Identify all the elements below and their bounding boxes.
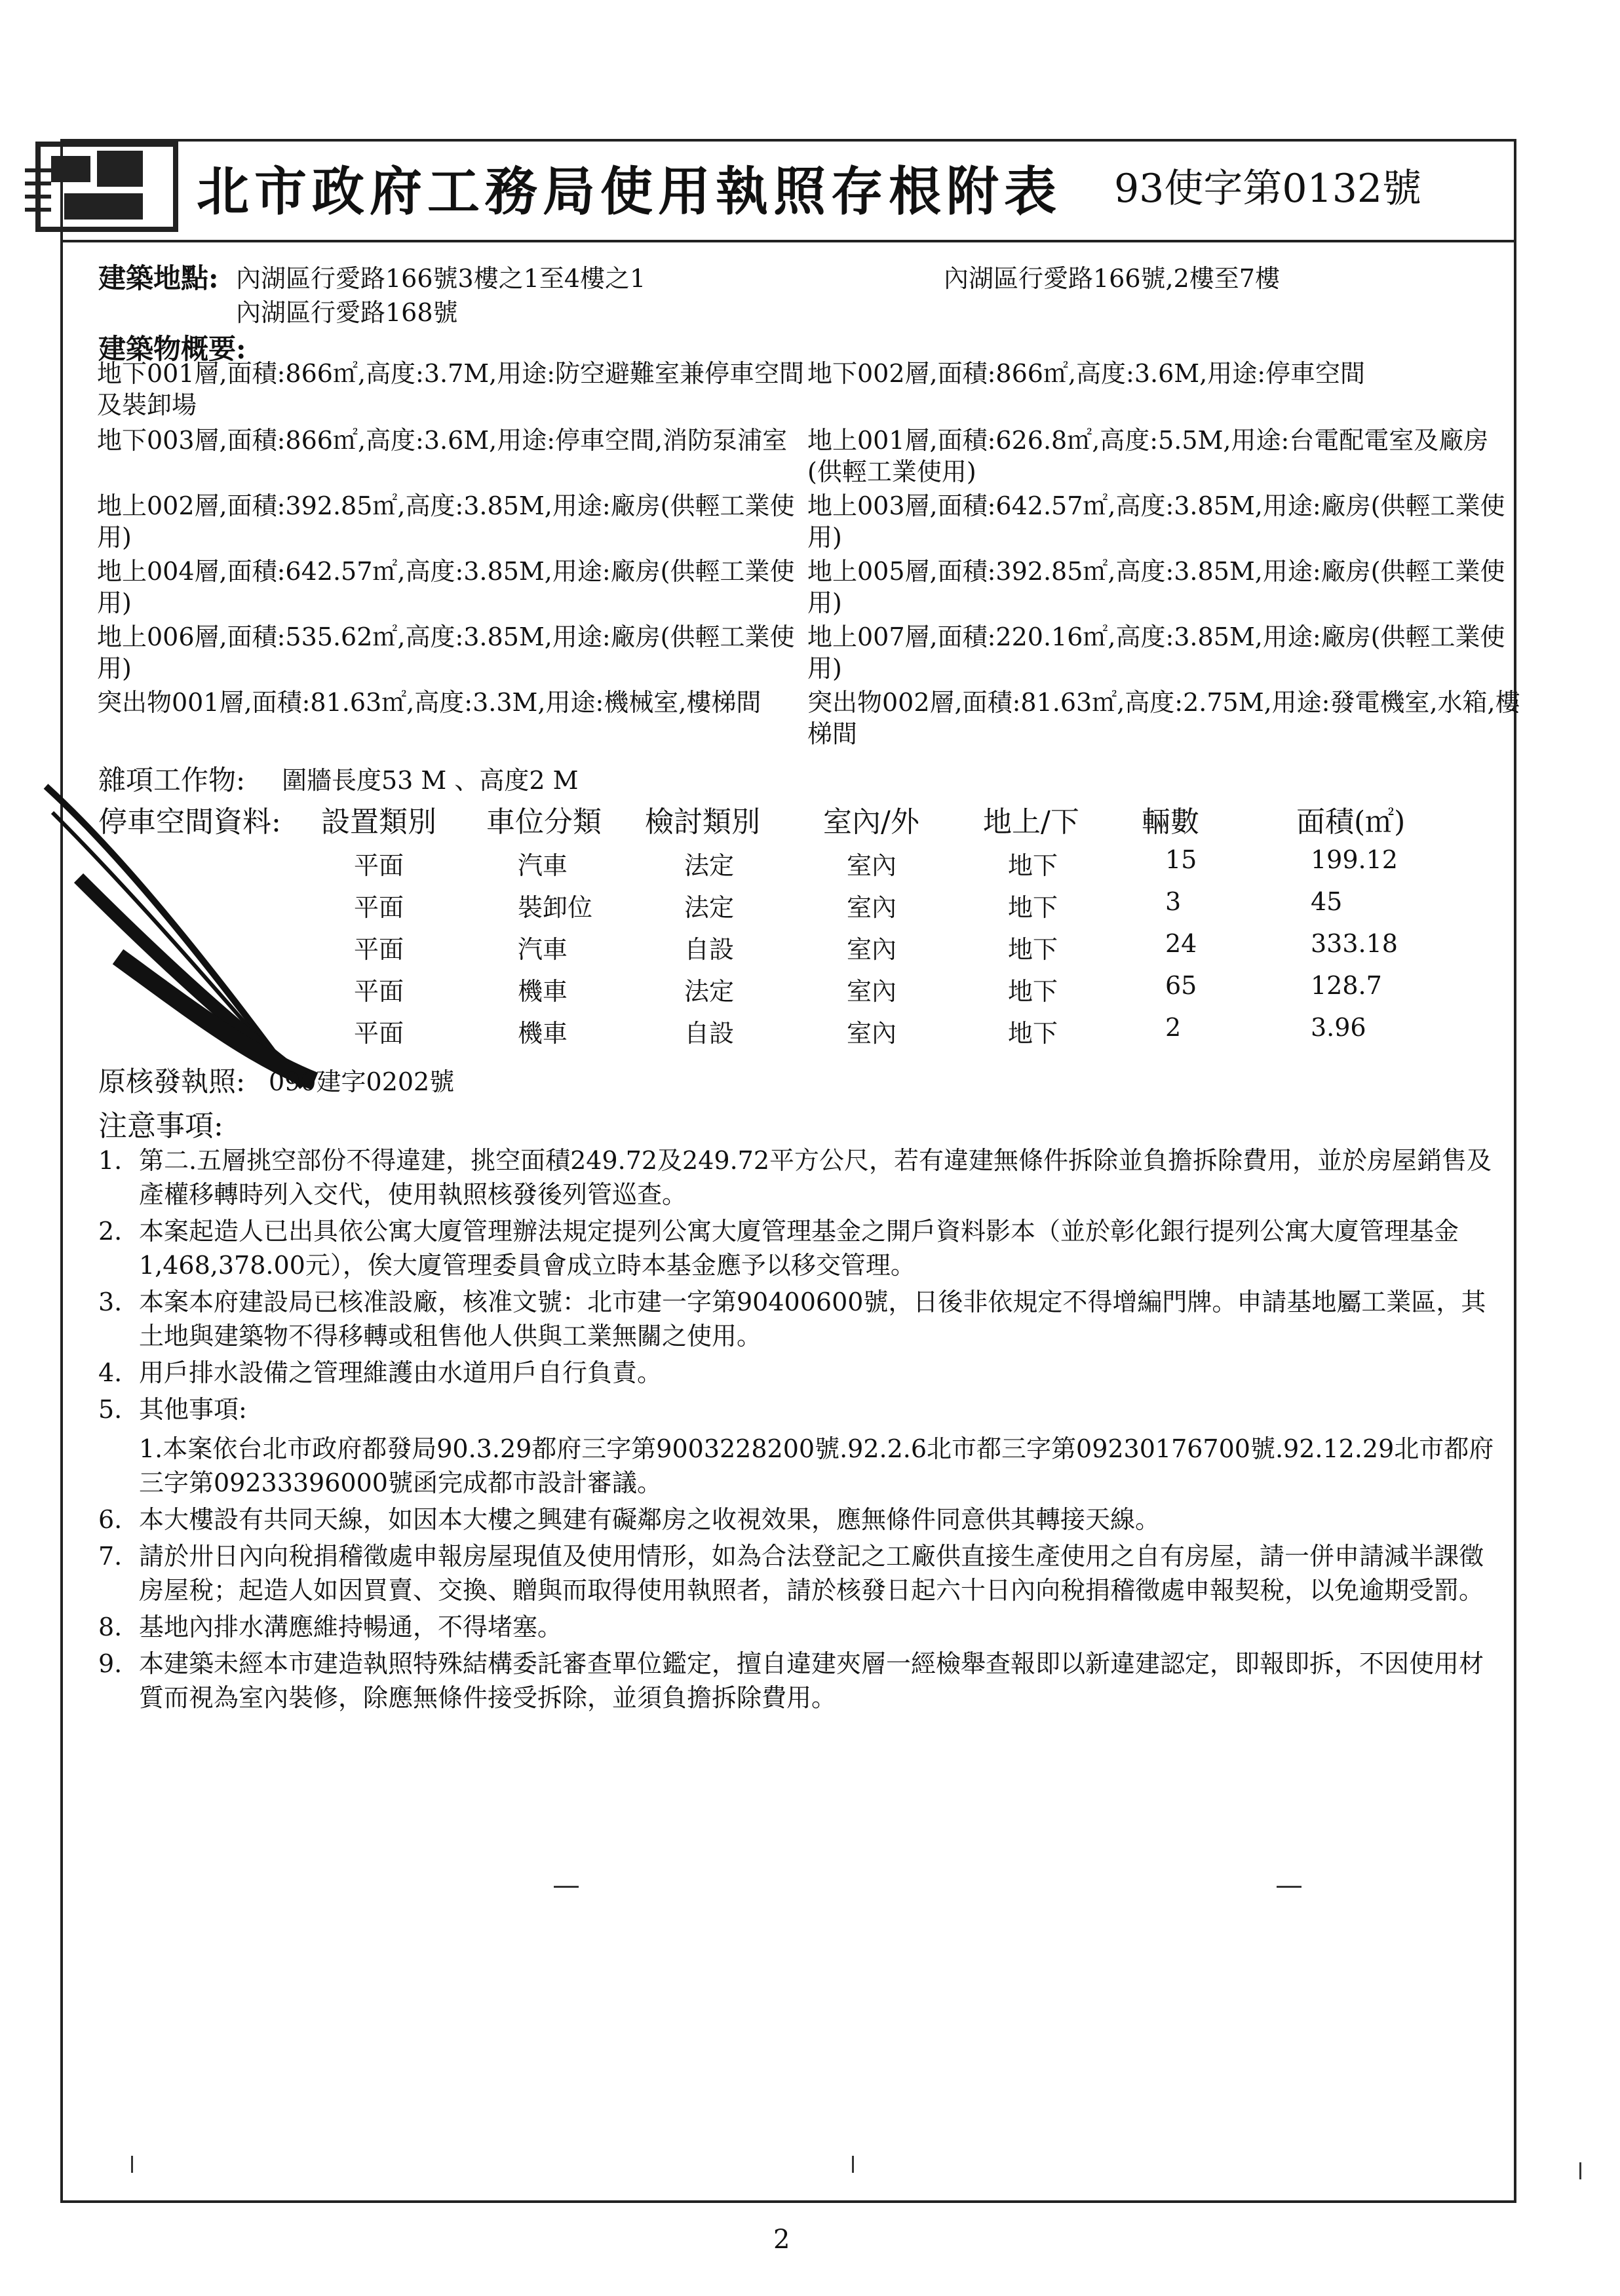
overview-left-4: 地上004層,面積:642.57㎡,高度:3.85M,用途:廠房(供輕工業使用) xyxy=(97,557,795,617)
parking-cell: 室內 xyxy=(847,935,897,964)
note-item: 1. 第二.五層挑空部份不得違建，挑空面積249.72及249.72平方公尺，若有違建無條件拆除並負擔拆除費用，並於房屋銷售及產權移轉時列入交代，使用執照核發後列管巡查。 xyxy=(98,1146,1492,1209)
parking-cell: 室內 xyxy=(847,893,897,922)
parking-cell: 法定 xyxy=(684,893,735,922)
note-item: 5. 其他事項: 1.本案依台北市政府都發局90.3.29都府三字第9003228200號.92.2.6北市都三字第09230176700號.92.12.29北市都府三字第09233396000號函完成都市設計審議。 xyxy=(98,1392,1507,1500)
parking-cell: 自設 xyxy=(684,1019,735,1048)
parking-cell: 裝卸位 xyxy=(518,893,593,922)
parking-cell: 平面 xyxy=(354,977,404,1006)
parking-header: 輛數 xyxy=(1142,805,1199,839)
note-item: 9. 本建築未經本市建造執照特殊結構委託審查單位鑑定，擅自違建夾層一經檢舉查報即以新違建認定，即報即拆，不因使用材質而視為室內裝修，除應無條件接受拆除，並須負擔拆除費用。 xyxy=(98,1649,1484,1712)
address-line-1: 內湖區行愛路166號3樓之1至4樓之1 xyxy=(236,264,646,293)
parking-cell: 3 xyxy=(1165,887,1182,916)
parking-cell: 地下 xyxy=(1008,977,1058,1006)
misc-label: 雜項工作物: xyxy=(98,764,246,796)
parking-header: 車位分類 xyxy=(486,805,602,839)
note-item: 8. 基地內排水溝應維持暢通，不得堵塞。 xyxy=(98,1613,563,1641)
note-item: 6. 本大樓設有共同天線，如因本大樓之興建有礙鄰房之收視效果，應無條件同意供其轉接天線。 xyxy=(98,1505,1161,1534)
overview-right-1: 地下002層,面積:866㎡,高度:3.6M,用途:停車空間 xyxy=(807,359,1366,388)
overview-left-6: 突出物001層,面積:81.63㎡,高度:3.3M,用途:機械室,樓梯間 xyxy=(97,688,762,717)
parking-cell: 24 xyxy=(1165,929,1197,958)
note-item: 3. 本案本府建設局已核准設廠，核准文號：北市建一字第90400600號，日後非依規定不得增編門牌。申請基地屬工業區，其土地與建築物不得移轉或租售他人供與工業無關之使用。 xyxy=(98,1288,1486,1350)
stray-mark xyxy=(131,2156,133,2173)
address-label: 建築地點: xyxy=(98,262,219,294)
parking-cell: 65 xyxy=(1165,971,1197,1000)
parking-cell: 汽車 xyxy=(518,851,568,880)
seal-stamp-icon xyxy=(25,131,195,242)
parking-cell: 平面 xyxy=(354,935,404,964)
parking-cell: 2 xyxy=(1165,1013,1182,1042)
address-right: 內湖區行愛路166號,2樓至7樓 xyxy=(944,264,1280,293)
overview-left-3: 地上002層,面積:392.85㎡,高度:3.85M,用途:廠房(供輕工業使用) xyxy=(97,491,795,552)
pen-scribble-icon xyxy=(39,773,328,1101)
parking-header: 面積(㎡) xyxy=(1296,805,1406,839)
overview-left-2: 地下003層,面積:866㎡,高度:3.6M,用途:停車空間,消防泵浦室 xyxy=(97,426,788,455)
note-item: 2. 本案起造人已出具依公寓大廈管理辦法規定提列公寓大廈管理基金之開戶資料影本（並於彰化銀行提列公寓大廈管理基金1,468,378.00元），俟大廈管理委員會成立時本基金應予以移交管理。 xyxy=(98,1217,1459,1280)
parking-cell: 地下 xyxy=(1008,893,1058,922)
parking-cell: 汽車 xyxy=(518,935,568,964)
parking-header: 室內/外 xyxy=(823,805,919,839)
stray-mark xyxy=(554,1886,579,1888)
original-license-label: 原核發執照: xyxy=(98,1065,246,1098)
parking-cell: 平面 xyxy=(354,851,404,880)
notes-list xyxy=(98,1143,1507,1717)
parking-cell: 128.7 xyxy=(1311,971,1382,1000)
stray-mark xyxy=(852,2156,854,2173)
header-rule xyxy=(60,240,1516,242)
parking-cell: 機車 xyxy=(518,1019,568,1048)
parking-header: 檢討類別 xyxy=(645,805,760,839)
license-number: 93使字第0132號 xyxy=(1114,166,1422,212)
page-number: 2 xyxy=(773,2225,790,2255)
parking-cell: 法定 xyxy=(684,977,735,1006)
parking-cell: 3.96 xyxy=(1311,1013,1366,1042)
overview-right-3: 地上003層,面積:642.57㎡,高度:3.85M,用途:廠房(供輕工業使用) xyxy=(807,491,1505,552)
overview-right-6: 突出物002層,面積:81.63㎡,高度:2.75M,用途:發電機室,水箱,樓梯間 xyxy=(807,688,1520,748)
original-license-value: 090建字0202號 xyxy=(269,1067,455,1096)
notes-label: 注意事項: xyxy=(98,1109,223,1143)
stray-mark xyxy=(1277,1886,1302,1888)
parking-cell: 地下 xyxy=(1008,851,1058,880)
note-item: 4. 用戶排水設備之管理維護由水道用戶自行負責。 xyxy=(98,1358,663,1387)
parking-cell: 室內 xyxy=(847,977,897,1006)
overview-left-5: 地上006層,面積:535.62㎡,高度:3.85M,用途:廠房(供輕工業使用) xyxy=(97,622,795,683)
parking-cell: 333.18 xyxy=(1311,929,1398,958)
parking-header: 地上/下 xyxy=(983,805,1079,839)
parking-cell: 自設 xyxy=(684,935,735,964)
parking-cell: 室內 xyxy=(847,851,897,880)
overview-left-1: 地下001層,面積:866㎡,高度:3.7M,用途:防空避難室兼停車空間及裝卸場 xyxy=(97,359,805,419)
address-line-2: 內湖區行愛路168號 xyxy=(236,298,458,327)
parking-cell: 平面 xyxy=(354,893,404,922)
parking-cell: 地下 xyxy=(1008,935,1058,964)
parking-cell: 法定 xyxy=(684,851,735,880)
parking-cell: 199.12 xyxy=(1311,845,1398,874)
overview-right-4: 地上005層,面積:392.85㎡,高度:3.85M,用途:廠房(供輕工業使用) xyxy=(807,557,1505,617)
parking-cell: 機車 xyxy=(518,977,568,1006)
note-item: 7. 請於卅日內向稅捐稽徵處申報房屋現值及使用情形，如為合法登記之工廠供直接生產使用之自有房屋，請一併申請減半課徵房屋稅；起造人如因買賣、交換、贈與而取得使用執照者，請於核發日起六十日內向稅捐稽徵處申報契稅，以免逾期受罰。 xyxy=(98,1542,1484,1605)
page-title: 北市政府工務局使用執照存根附表 xyxy=(197,161,1062,222)
misc-value: 圍牆長度53 M 、高度2 M xyxy=(282,766,579,795)
parking-cell: 15 xyxy=(1165,845,1197,874)
overview-right-5: 地上007層,面積:220.16㎡,高度:3.85M,用途:廠房(供輕工業使用) xyxy=(807,622,1505,683)
overview-right-2: 地上001層,面積:626.8㎡,高度:5.5M,用途:台電配電室及廠房(供輕工業使用) xyxy=(807,426,1489,486)
parking-cell: 室內 xyxy=(847,1019,897,1048)
stray-mark xyxy=(1579,2162,1581,2179)
parking-label: 停車空間資料: xyxy=(98,805,281,839)
parking-cell: 地下 xyxy=(1008,1019,1058,1048)
parking-cell: 平面 xyxy=(354,1019,404,1048)
parking-header: 設置類別 xyxy=(321,805,436,839)
overview-label: 建築物概要: xyxy=(98,333,246,365)
note-sub-item: 1.本案依台北市政府都發局90.3.29都府三字第9003228200號.92.2.6北市都三字第09230176700號.92.12.29北市都府三字第09233396000號函完成都市設計審議。 xyxy=(139,1434,1494,1497)
parking-cell: 45 xyxy=(1311,887,1343,916)
